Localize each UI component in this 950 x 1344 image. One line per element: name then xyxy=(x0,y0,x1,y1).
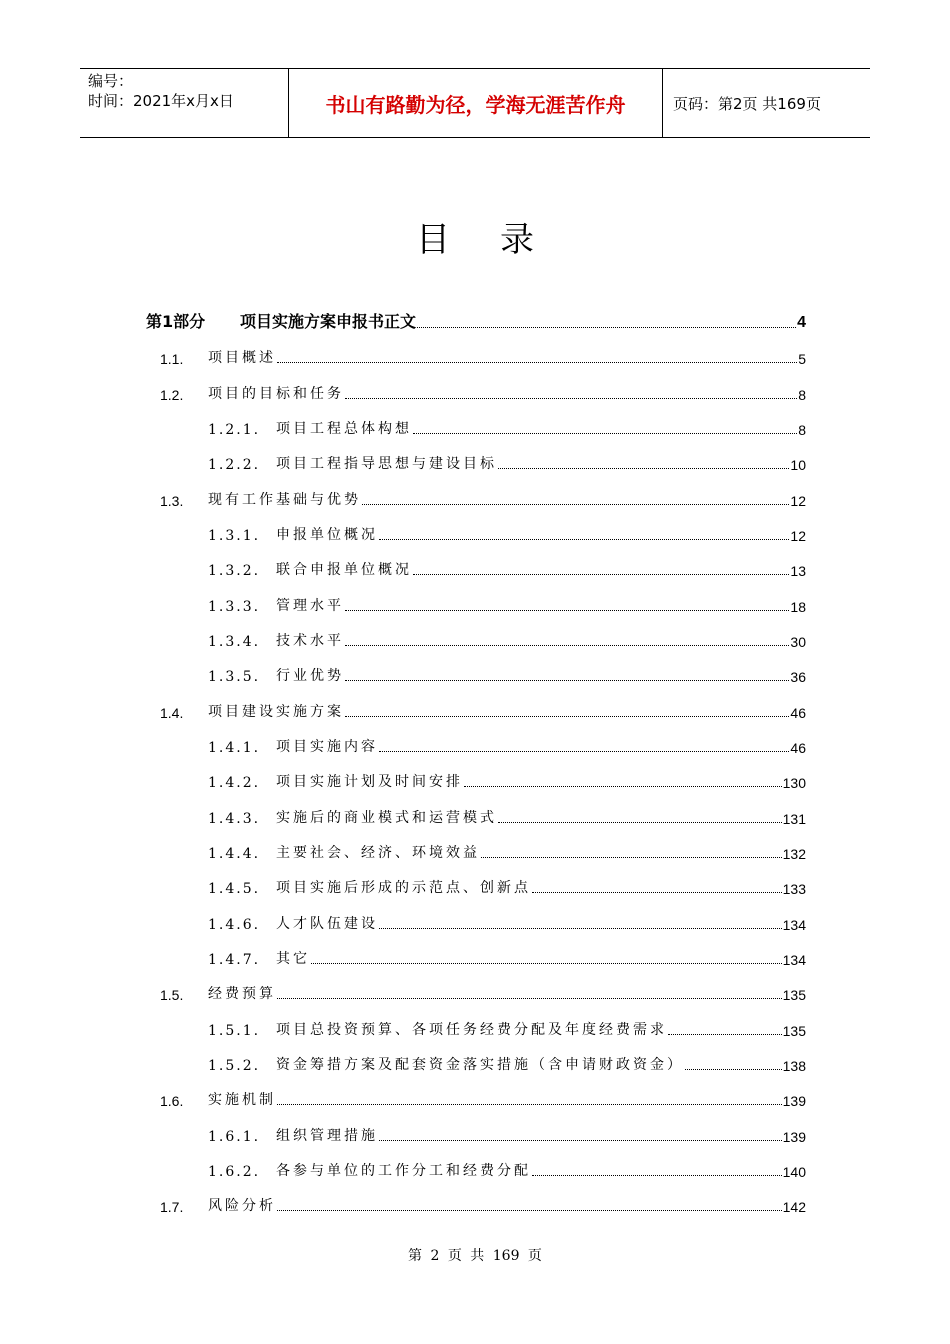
toc-page-number: 135 xyxy=(782,987,806,1003)
toc-number: 1.6.1. xyxy=(208,1129,261,1145)
toc-page-number: 139 xyxy=(782,1129,806,1145)
toc-leader-dots xyxy=(379,1139,782,1141)
toc-page-number: 10 xyxy=(790,457,806,473)
toc-title: 各参与单位的工作分工和经费分配 xyxy=(276,1163,531,1179)
toc-title: 项目实施后形成的示范点、创新点 xyxy=(276,880,531,896)
toc-number: 1.3. xyxy=(160,493,184,509)
toc-leader-dots xyxy=(685,1068,782,1070)
toc-entry[interactable] xyxy=(146,302,806,332)
toc-leader-dots xyxy=(481,856,782,858)
toc-entry[interactable] xyxy=(160,337,806,367)
toc-number: 1.2.2. xyxy=(208,457,261,473)
toc-entry[interactable] xyxy=(208,832,806,862)
toc-number: 1.3.5. xyxy=(208,669,261,685)
toc-title: 主要社会、经济、环境效益 xyxy=(276,845,480,861)
toc-number: 1.3.3. xyxy=(208,599,261,615)
toc-page-number: 4 xyxy=(797,314,806,331)
toc-number: 1.2. xyxy=(160,387,184,403)
toc-entry[interactable] xyxy=(160,1079,806,1109)
page-title: 目录 xyxy=(416,220,584,260)
toc-title: 人才队伍建设 xyxy=(276,916,378,932)
toc-leader-dots xyxy=(277,361,797,363)
toc-page-number: 138 xyxy=(782,1058,806,1074)
toc-title: 组织管理措施 xyxy=(276,1128,378,1144)
toc-entry[interactable] xyxy=(208,797,806,827)
toc-entry[interactable] xyxy=(208,443,806,473)
toc-page-number: 139 xyxy=(782,1093,806,1109)
toc-title: 项目实施计划及时间安排 xyxy=(276,774,463,790)
header-page-info: 页码：第2页 共169页 xyxy=(673,94,821,113)
toc-entry[interactable] xyxy=(160,691,806,721)
toc-number: 1.4.6. xyxy=(208,917,261,933)
toc-page-number: 8 xyxy=(798,387,806,403)
header-meta xyxy=(80,69,289,137)
toc-page-number: 131 xyxy=(782,811,806,827)
toc-leader-dots xyxy=(277,1209,782,1211)
toc-number: 1.4.4. xyxy=(208,846,261,862)
toc-entry[interactable] xyxy=(208,408,806,438)
toc-entry[interactable] xyxy=(208,549,806,579)
toc-title: 经费预算 xyxy=(208,986,276,1002)
toc-leader-dots xyxy=(379,750,789,752)
toc-title: 项目实施方案申报书正文 xyxy=(240,312,417,331)
toc-leader-dots xyxy=(417,326,796,328)
toc-leader-dots xyxy=(362,503,789,505)
toc-entry[interactable] xyxy=(160,373,806,403)
toc-entry[interactable] xyxy=(208,1150,806,1180)
toc-leader-dots xyxy=(413,432,797,434)
toc-title: 行业优势 xyxy=(276,668,344,684)
toc-page-number: 5 xyxy=(798,351,806,367)
toc-page-number: 46 xyxy=(790,740,806,756)
toc-page-number: 132 xyxy=(782,846,806,862)
toc-entry[interactable] xyxy=(160,973,806,1003)
toc-number: 1.4.1. xyxy=(208,740,261,756)
toc-page-number: 36 xyxy=(790,669,806,685)
toc-page-number: 46 xyxy=(790,705,806,721)
toc-entry[interactable] xyxy=(160,1185,806,1215)
toc-title: 项目实施内容 xyxy=(276,739,378,755)
toc-title: 项目概述 xyxy=(208,350,276,366)
toc-leader-dots xyxy=(345,644,789,646)
toc-number: 1.5.2. xyxy=(208,1058,261,1074)
toc-entry[interactable] xyxy=(208,585,806,615)
toc-number: 1.3.2. xyxy=(208,563,261,579)
toc-leader-dots xyxy=(277,997,782,999)
toc-page-number: 133 xyxy=(782,881,806,897)
toc-leader-dots xyxy=(464,785,782,787)
toc-title: 其它 xyxy=(276,951,310,967)
toc-leader-dots xyxy=(311,962,782,964)
toc-number: 1.4. xyxy=(160,705,184,721)
toc-number: 1.5.1. xyxy=(208,1023,261,1039)
toc-entry[interactable] xyxy=(208,514,806,544)
toc-leader-dots xyxy=(345,609,789,611)
page-header xyxy=(80,68,870,138)
header-motto: 书山有路勤为径，学海无涯苦作舟 xyxy=(289,69,663,137)
toc-entry[interactable] xyxy=(160,479,806,509)
toc-title: 项目建设实施方案 xyxy=(208,704,344,720)
toc-leader-dots xyxy=(379,927,782,929)
toc-page-number: 134 xyxy=(782,917,806,933)
toc-number: 1.5. xyxy=(160,987,184,1003)
toc-leader-dots xyxy=(345,397,797,399)
toc-page-number: 13 xyxy=(790,563,806,579)
toc-title: 风险分析 xyxy=(208,1198,276,1214)
toc-number: 1.4.3. xyxy=(208,811,261,827)
toc-number: 1.6.2. xyxy=(208,1164,261,1180)
toc-entry[interactable] xyxy=(208,620,806,650)
toc-number: 1.4.7. xyxy=(208,952,261,968)
toc-entry[interactable] xyxy=(208,726,806,756)
page-footer: 第 2 页 共 169 页 xyxy=(408,1248,542,1264)
toc-number: 1.4.2. xyxy=(208,775,261,791)
toc-leader-dots xyxy=(532,891,782,893)
toc-page-number: 142 xyxy=(782,1199,806,1215)
toc-leader-dots xyxy=(668,1033,782,1035)
toc-title: 项目工程指导思想与建设目标 xyxy=(276,456,497,472)
time-label: 时间：2021年x月x日 xyxy=(88,92,234,110)
toc-leader-dots xyxy=(277,1103,782,1105)
toc-title: 项目的目标和任务 xyxy=(208,386,344,402)
toc-title: 资金筹措方案及配套资金落实措施（含申请财政资金） xyxy=(276,1057,684,1073)
toc-title: 项目工程总体构想 xyxy=(276,421,412,437)
toc-title: 现有工作基础与优势 xyxy=(208,492,361,508)
toc-entry[interactable] xyxy=(208,1115,806,1145)
toc-entry[interactable] xyxy=(208,938,806,968)
toc-entry[interactable] xyxy=(208,1044,806,1074)
toc-number: 1.6. xyxy=(160,1093,184,1109)
toc-number: 1.3.1. xyxy=(208,528,261,544)
toc-page-number: 12 xyxy=(790,493,806,509)
toc-number: 1.1. xyxy=(160,351,184,367)
toc-number: 1.2.1. xyxy=(208,422,261,438)
toc-number: 第1部分 xyxy=(146,312,206,331)
toc-page-number: 140 xyxy=(782,1164,806,1180)
toc-leader-dots xyxy=(498,821,782,823)
toc-entry[interactable] xyxy=(208,867,806,897)
toc-page-number: 30 xyxy=(790,634,806,650)
toc-page-number: 135 xyxy=(782,1023,806,1039)
toc-leader-dots xyxy=(345,679,789,681)
toc-page-number: 130 xyxy=(782,775,806,791)
toc-number: 1.7. xyxy=(160,1199,184,1215)
toc-leader-dots xyxy=(345,715,789,717)
toc-page-number: 8 xyxy=(798,422,806,438)
toc-entry[interactable] xyxy=(208,1009,806,1039)
toc-number: 1.4.5. xyxy=(208,881,261,897)
toc-entry[interactable] xyxy=(208,655,806,685)
toc-leader-dots xyxy=(379,538,789,540)
toc-page-number: 12 xyxy=(790,528,806,544)
toc-number: 1.3.4. xyxy=(208,634,261,650)
toc-title: 联合申报单位概况 xyxy=(276,562,412,578)
toc-title: 技术水平 xyxy=(276,633,344,649)
toc-page-number: 134 xyxy=(782,952,806,968)
toc-title: 项目总投资预算、各项任务经费分配及年度经费需求 xyxy=(276,1022,667,1038)
toc-title: 申报单位概况 xyxy=(276,527,378,543)
toc-title: 实施机制 xyxy=(208,1092,276,1108)
toc-leader-dots xyxy=(413,573,789,575)
toc-leader-dots xyxy=(532,1174,782,1176)
toc-title: 实施后的商业模式和运营模式 xyxy=(276,810,497,826)
toc-entry[interactable] xyxy=(208,761,806,791)
toc-page-number: 18 xyxy=(790,599,806,615)
toc-entry[interactable] xyxy=(208,903,806,933)
number-label: 编号： xyxy=(88,72,134,90)
toc-title: 管理水平 xyxy=(276,598,344,614)
toc-leader-dots xyxy=(498,467,789,469)
